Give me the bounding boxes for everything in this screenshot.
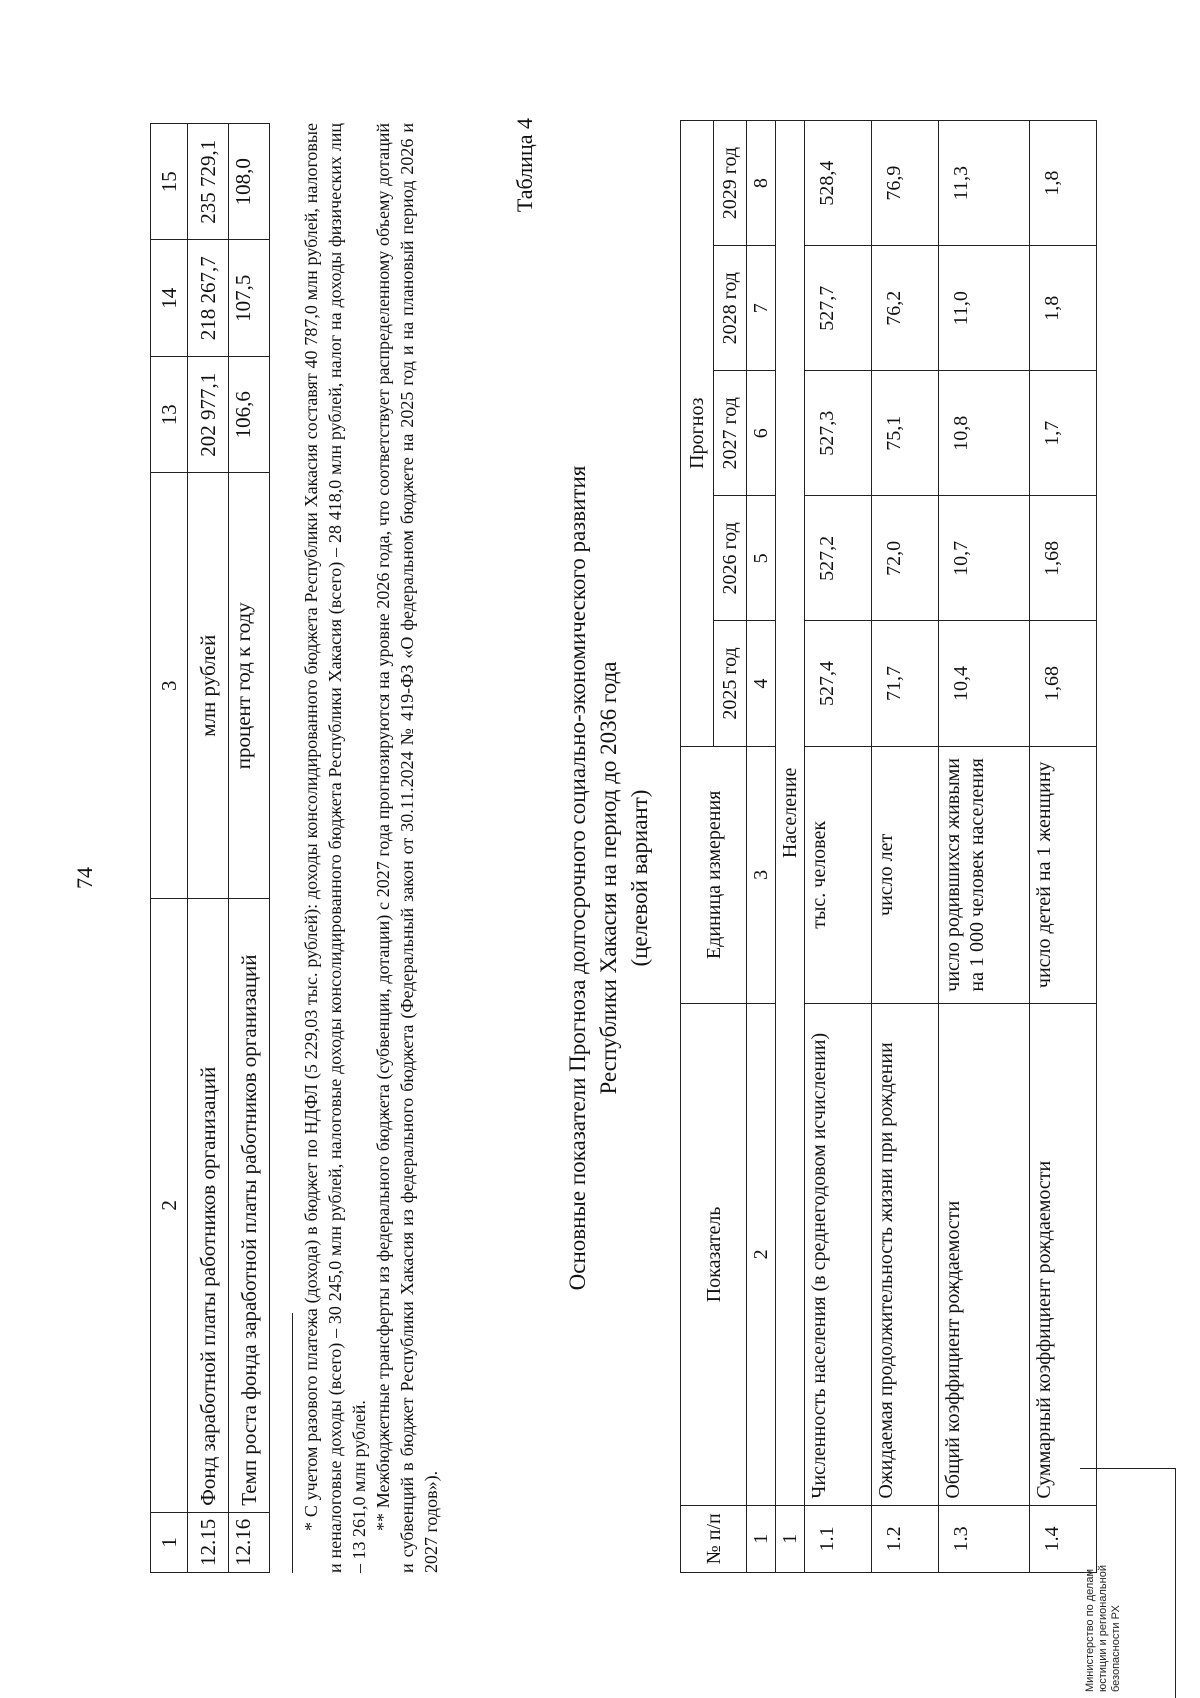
header-indicator: Показатель (681, 1004, 747, 1505)
header-year: 2029 год (714, 121, 747, 246)
row-number: 1.1 (805, 1505, 872, 1572)
table-row (805, 121, 872, 1573)
row-value: 1,68 (1030, 621, 1097, 746)
index-cell: 8 (747, 121, 776, 246)
table-row (872, 121, 939, 1573)
row-value: 10,7 (939, 496, 1030, 621)
row-value: 218 267,7 (188, 240, 229, 356)
row-value: 108,0 (229, 124, 270, 241)
row-name: Фонд заработной платы работников организаций (188, 899, 229, 1513)
table-title (562, 358, 655, 1398)
row-value: 527,2 (805, 496, 872, 621)
table-row (229, 124, 270, 1573)
table-header-row (151, 124, 188, 1573)
index-cell: 2 (747, 1004, 776, 1505)
row-number: 1.3 (939, 1505, 1030, 1572)
header-cell: 15 (151, 124, 188, 241)
footnote-1: * С учетом разового платежа (дохода) в бюджет по НДФЛ (5 229,03 тыс. рублей): доходы консолидированного бюджета Республики Хакасия составят 40 787,0 млн рублей, налоговые и неналоговые доходы (всего) – 30 245,0 млн рублей, налоговые доходы консолидированного бюджета Республики Хакасия (всего) – 28 418,0 млн рублей, налог на доходы физических лиц – 13 261,0 млн рублей. (301, 123, 369, 1573)
row-value: 235 729,1 (188, 124, 229, 241)
row-unit: процент год к году (229, 473, 270, 899)
title-line: Основные показатели Прогноза долгосрочного социально-экономического развития (565, 465, 590, 1291)
row-value: 527,4 (805, 621, 872, 746)
row-unit: млн рублей (188, 473, 229, 899)
row-value: 71,7 (872, 621, 939, 746)
table-header-row (681, 121, 714, 1573)
row-number: 1.2 (872, 1505, 939, 1572)
title-line: (целевой вариант) (627, 789, 652, 967)
row-name: Общий коэффициент рождаемости (939, 1004, 1030, 1505)
section-row (776, 121, 805, 1573)
row-number: 1.4 (1030, 1505, 1097, 1572)
header-year: 2028 год (714, 246, 747, 371)
registration-stamp (1080, 1468, 1176, 1698)
stamp-line: юстиции и региональной (1097, 1565, 1109, 1692)
row-value: 528,4 (805, 121, 872, 246)
row-value: 1,68 (1030, 496, 1097, 621)
title-line: Республики Хакасия на период до 2036 года (596, 661, 621, 1095)
row-value: 1,7 (1030, 371, 1097, 496)
row-unit: число родившихся живыми на 1 000 человек населения (939, 746, 1030, 1004)
continuation-table (150, 123, 270, 1573)
table-row (188, 124, 229, 1573)
row-value: 72,0 (872, 496, 939, 621)
header-cell: 2 (151, 899, 188, 1513)
row-value: 202 977,1 (188, 356, 229, 472)
indicators-table (680, 120, 1097, 1573)
index-row (747, 121, 776, 1573)
header-number: № п/п (681, 1505, 747, 1572)
section-title: Население (776, 121, 805, 1506)
row-value: 106,6 (229, 356, 270, 472)
row-unit: тыс. человек (805, 746, 872, 1004)
row-unit: число лет (872, 746, 939, 1004)
header-cell: 3 (151, 473, 188, 899)
footnotes (292, 123, 443, 1573)
header-year: 2027 год (714, 371, 747, 496)
row-value: 76,2 (872, 246, 939, 371)
row-value: 11,0 (939, 246, 1030, 371)
table-label: Таблица 4 (512, 118, 537, 213)
stamp-line: Министерство по делам (1084, 1568, 1096, 1692)
row-value: 107,5 (229, 240, 270, 356)
row-name: Темп роста фонда заработной платы работников организаций (229, 899, 270, 1513)
index-cell: 4 (747, 621, 776, 746)
index-cell: 6 (747, 371, 776, 496)
row-value: 527,3 (805, 371, 872, 496)
page-number: 74 (72, 867, 97, 889)
row-name: Суммарный коэффициент рождаемости (1030, 1004, 1097, 1505)
footnote-2: ** Межбюджетные трансферты из федерального бюджета (субвенции, дотации) с 2027 года прогнозируются на уровне 2026 года, что соответствует распределенному объему дотаций и субвенций в бюджет Республики Хакасия из федерального бюджета (Федеральный закон от 30.11.2024 № 419-ФЗ «О федеральном бюджете на 2025 год и на плановый период 2026 и 2027 годов»). (373, 123, 441, 1573)
row-name: Численность населения (в среднегодовом исчислении) (805, 1004, 872, 1505)
header-unit: Единица измерения (681, 746, 747, 1004)
header-cell: 1 (151, 1512, 188, 1572)
footnote-divider (292, 1313, 293, 1573)
header-cell: 13 (151, 356, 188, 472)
row-value: 1,8 (1030, 246, 1097, 371)
index-cell: 7 (747, 246, 776, 371)
row-name: Ожидаемая продолжительность жизни при рождении (872, 1004, 939, 1505)
row-value: 11,3 (939, 121, 1030, 246)
index-cell: 1 (747, 1505, 776, 1572)
table-row (939, 121, 1030, 1573)
header-year: 2025 год (714, 621, 747, 746)
row-value: 76,9 (872, 121, 939, 246)
index-cell: 5 (747, 496, 776, 621)
row-number: 12.16 (229, 1512, 270, 1572)
header-year: 2026 год (714, 496, 747, 621)
row-unit: число детей на 1 женщину (1030, 746, 1097, 1004)
table-row (1030, 121, 1097, 1573)
index-cell: 3 (747, 746, 776, 1004)
section-number: 1 (776, 1505, 805, 1572)
stamp-line: безопасности РХ (1110, 1605, 1122, 1692)
header-cell: 14 (151, 240, 188, 356)
row-number: 12.15 (188, 1512, 229, 1572)
row-value: 10,8 (939, 371, 1030, 496)
row-value: 527,7 (805, 246, 872, 371)
row-value: 1,8 (1030, 121, 1097, 246)
header-forecast: Прогноз (681, 121, 714, 747)
row-value: 75,1 (872, 371, 939, 496)
row-value: 10,4 (939, 621, 1030, 746)
